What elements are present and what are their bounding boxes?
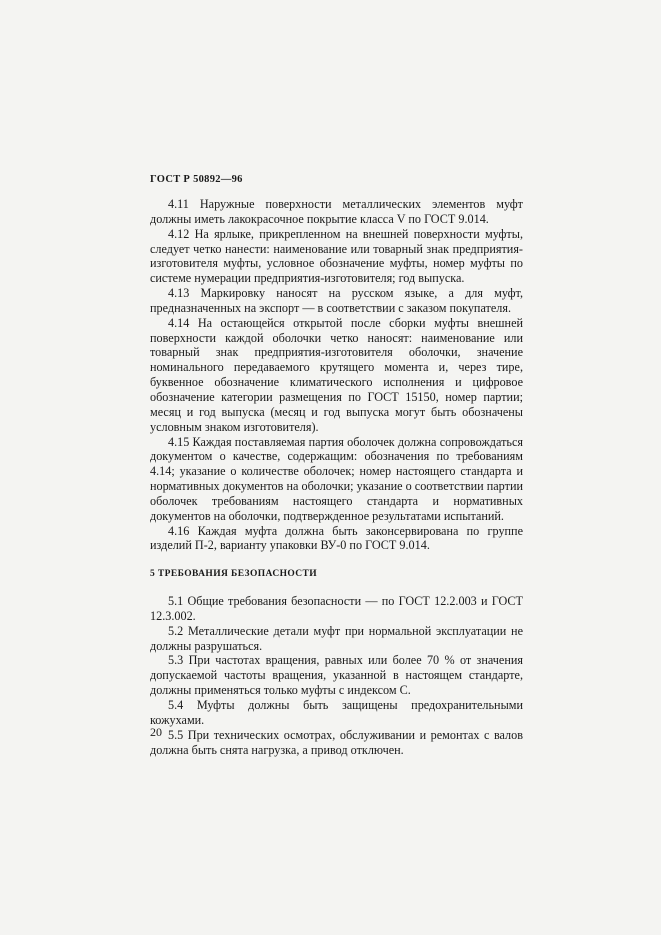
paragraph-5-5: 5.5 При технических осмотрах, обслуживании и ремонтах с валов должна быть снята нагрузка, а привод отключен. (150, 727, 523, 757)
paragraph-4-11: 4.11 Наружные поверхности металлических элементов муфт должны иметь лакокрасочное покрытие класса V по ГОСТ 9.014. (150, 197, 523, 226)
paragraph-5-1: 5.1 Общие требования безопасности — по ГОСТ 12.2.003 и ГОСТ 12.3.002. (150, 594, 523, 623)
paragraph-4-16: 4.16 Каждая муфта должна быть законсервирована по группе изделий П-2, варианту упаковки ВУ-0 по ГОСТ 9.014. (150, 523, 523, 553)
paragraph-4-14: 4.14 На остающейся открытой после сборки муфты внешней поверхности каждой оболочки четко наносят: наименование или товарный знак предприятия-изготовителя оболочки, значение номинального передаваемого крутящего момента и, через тире, буквенное обозначение климатического исполнения и цифровое обозначение категории размещения по ГОСТ 15150, номер партии; месяц и год выпуска (месяц и год выпуска могут быть обозначены условным знаком изготовителя). (150, 315, 523, 434)
document-header: ГОСТ Р 50892—96 (150, 174, 243, 185)
paragraph-4-12: 4.12 На ярлыке, прикрепленном на внешней поверхности муфты, следует четко нанести: наименование или товарный знак предприятия-изготовителя муфты, условное обозначение муфты, номер муфты по системе нумерации предприятия-изготовителя; год выпуска. (150, 226, 523, 286)
paragraph-5-4: 5.4 Муфты должны быть защищены предохранительными кожухами. (150, 698, 523, 727)
section-5-title: 5 ТРЕБОВАНИЯ БЕЗОПАСНОСТИ (150, 569, 318, 580)
paragraph-5-3: 5.3 При частотах вращения, равных или более 70 % от значения допускаемой частоты вращения, указанной в настоящем стандарте, должны применяться только муфты с индексом С. (150, 653, 523, 698)
page-number: 20 (150, 725, 162, 739)
paragraph-4-13: 4.13 Маркировку наносят на русском языке, а для муфт, предназначенных на экспорт — в соответствии с заказом покупателя. (150, 286, 523, 315)
paragraph-4-15: 4.15 Каждая поставляемая партия оболочек должна сопровождаться документом о качестве, содержащим: обозначения по требованиям 4.14; указание о количестве оболочек; номер настоящего стандарта и нормативных документов на оболочки; указание о соответствии партии оболочек требованиям настоящего стандарта и нормативных документов на оболочки, подтвержденное результатами испытаний. (150, 434, 523, 523)
document-body (150, 197, 523, 757)
paragraph-5-2: 5.2 Металлические детали муфт при нормальной эксплуатации не должны разрушаться. (150, 623, 523, 653)
